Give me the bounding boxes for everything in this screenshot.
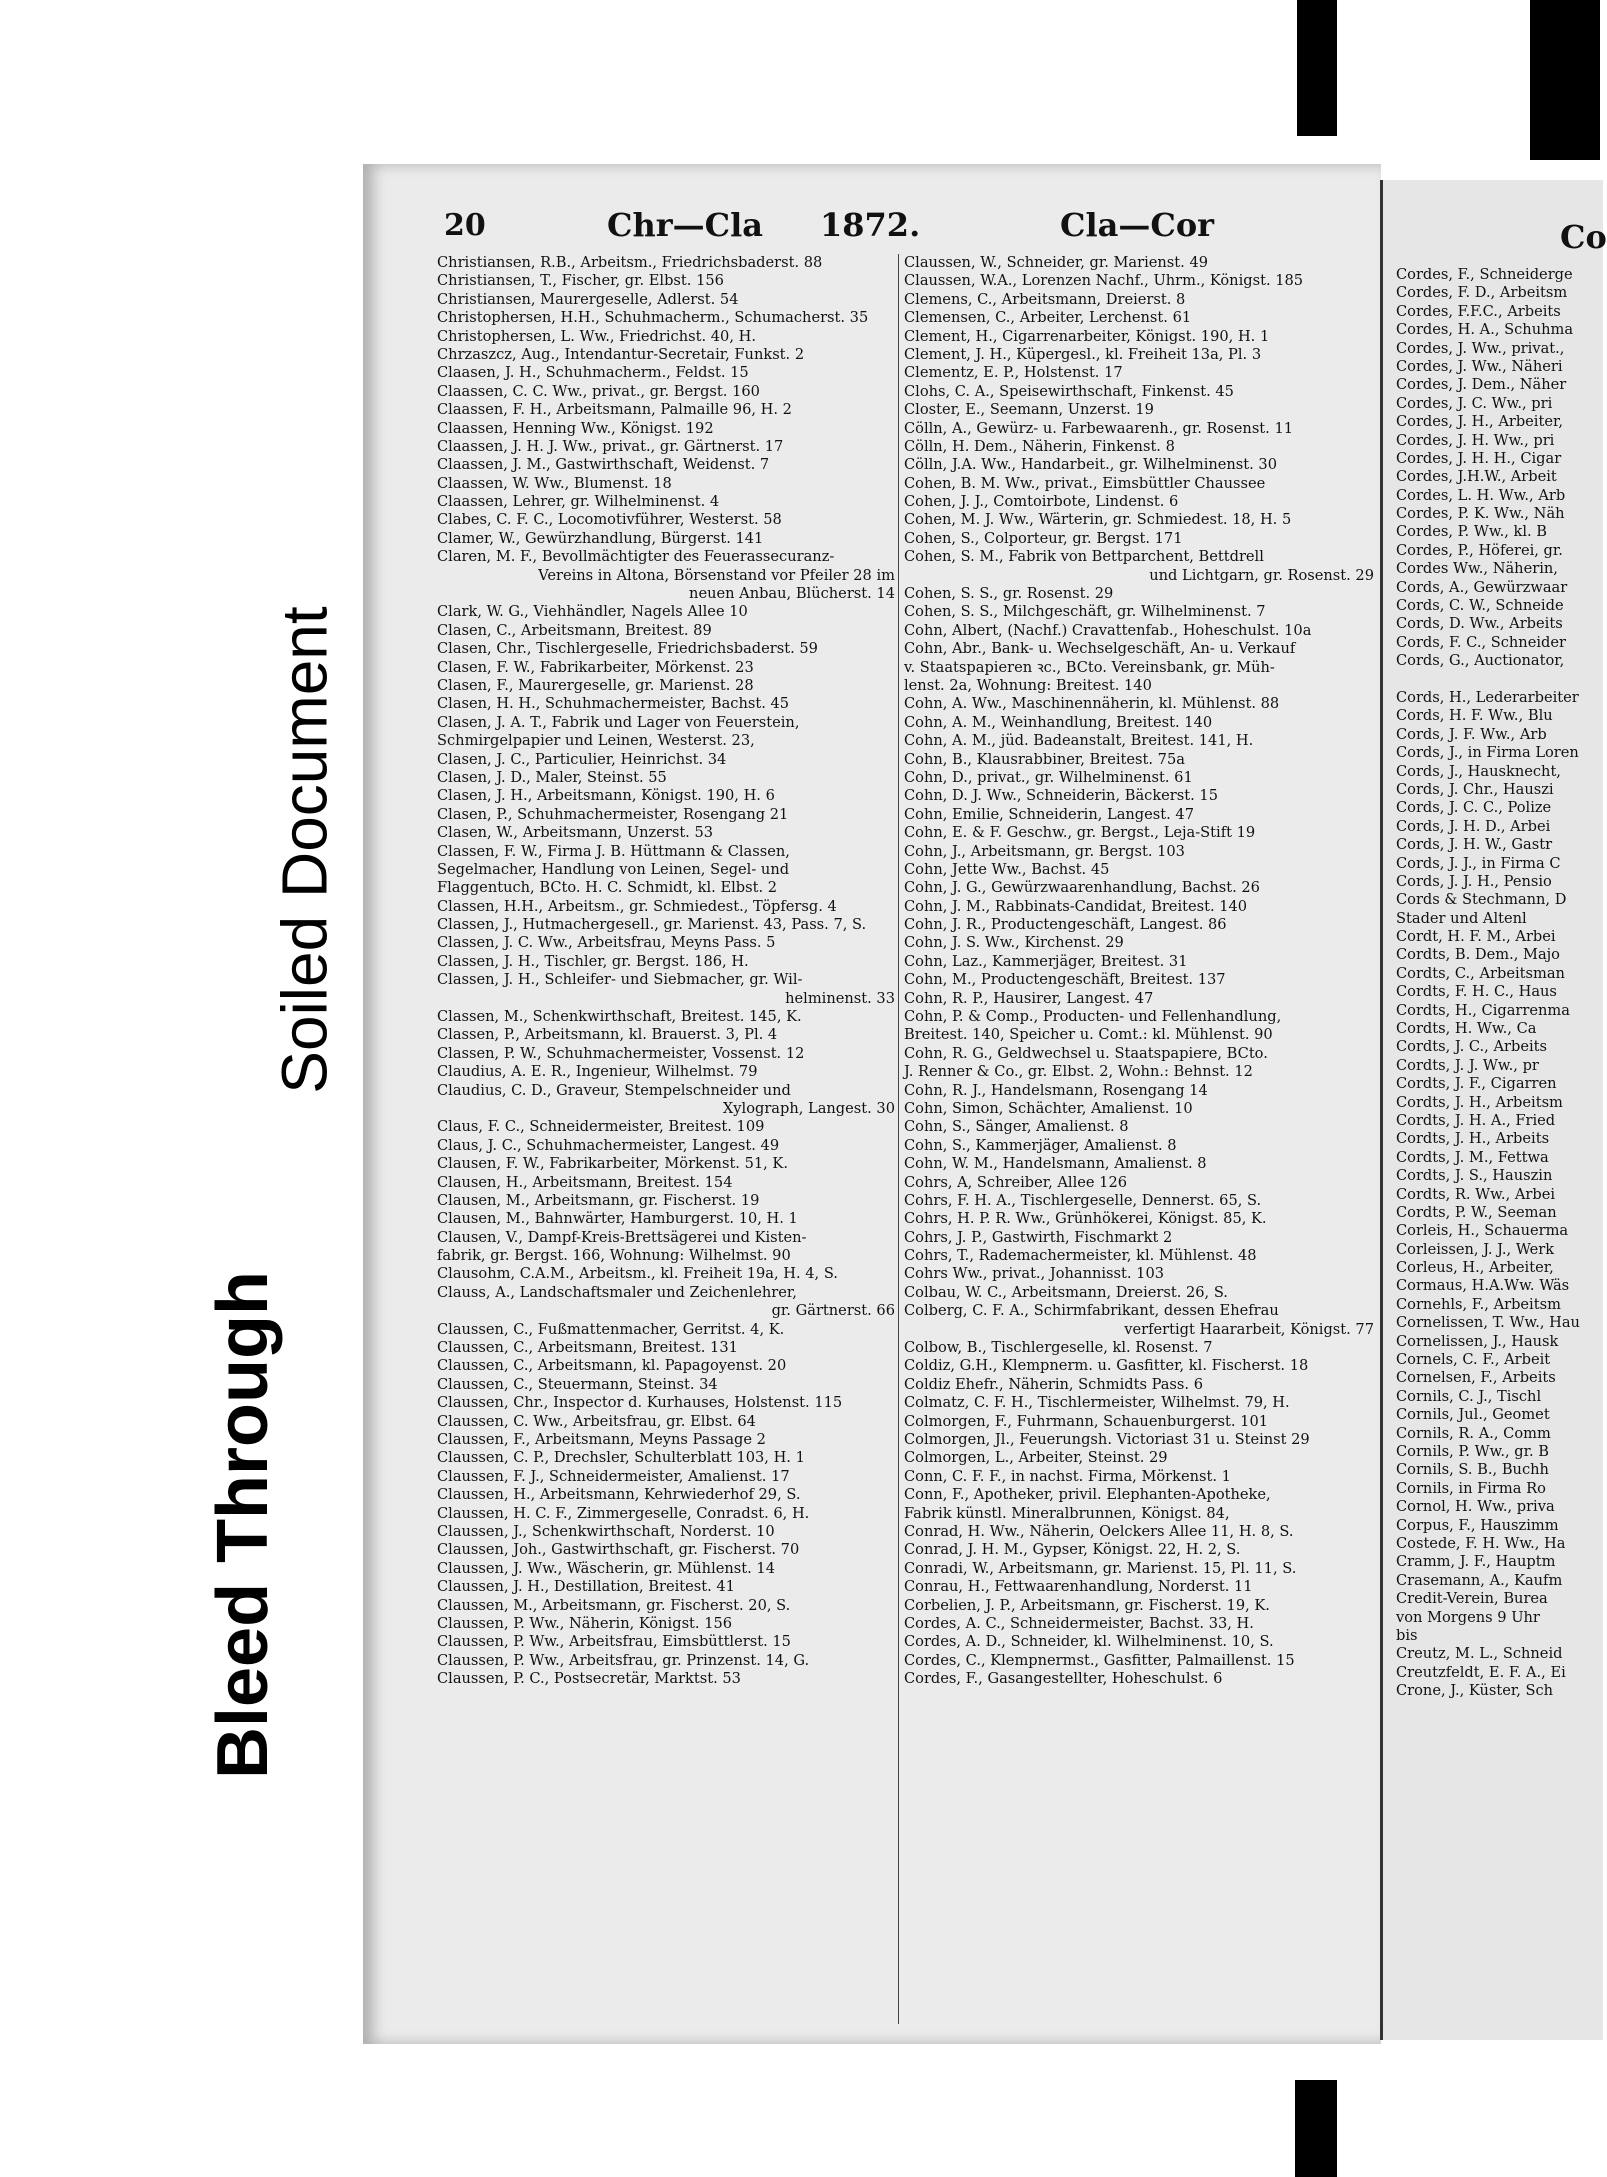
directory-entry: Cornels, C. F., Arbeit [1396,1351,1551,1369]
directory-entry: Cordes, J. H., Arbeiter, [1396,413,1563,431]
directory-entry: Cohen, S., Colporteur, gr. Bergst. 171 [904,529,1183,547]
directory-entry: Cordes, F.F.C., Arbeits [1396,302,1561,320]
directory-entry: bis [1396,1626,1418,1644]
directory-entry: Cordes, A. C., Schneidermeister, Bachst. 33, H. [904,1614,1254,1632]
page-number: 20 [444,208,486,243]
directory-entry: Clasen, J. C., Particulier, Heinrichst. 34 [437,750,727,768]
directory-entry: Corleissen, J. J., Werk [1396,1240,1555,1258]
directory-entry: Claussen, P. C., Postsecretär, Marktst. 53 [437,1670,741,1688]
directory-entry: Claussen, P. Ww., Arbeitsfrau, gr. Prinzenst. 14, G. [437,1651,810,1669]
directory-entry: gr. Gärtnerst. 66 [771,1302,895,1320]
directory-entry: Claassen, C. C. Ww., privat., gr. Bergst. 160 [437,382,760,400]
directory-entry: Cordts, J. C., Arbeits [1396,1038,1547,1056]
directory-entry: Cornelissen, T. Ww., Hau [1396,1314,1580,1332]
directory-entry: Cohn, A. M., Weinhandlung, Breitest. 140 [904,713,1213,731]
directory-entry: Breitest. 140, Speicher u. Comt.: kl. Mühlenst. 90 [904,1026,1273,1044]
directory-entry: Clabes, C. F. C., Locomotivführer, Westerst. 58 [437,511,782,529]
directory-entry: Claussen, P. Ww., Näherin, Königst. 156 [437,1614,733,1632]
directory-entry: Cordes, F., Schneiderge [1396,266,1573,283]
directory-entry: Clasen, F., Maurergeselle, gr. Marienst. 28 [437,676,754,694]
directory-entry: Cords, D. Ww., Arbeits [1396,615,1563,633]
directory-entry: Claussen, P. Ww., Arbeitsfrau, Eimsbüttlerst. 15 [437,1633,791,1651]
directory-entry: Cordes, J. H. H., Cigar [1396,449,1562,467]
directory-entry: Cordes, J. Dem., Näher [1396,376,1567,394]
directory-entry: Creutz, M. L., Schneid [1396,1645,1563,1663]
directory-entry: Cohen, J. J., Comtoirbote, Lindenst. 6 [904,493,1179,511]
directory-entry: Cordts, J. S., Hauszin [1396,1167,1553,1185]
directory-entry: Corleis, H., Schauerma [1396,1222,1569,1240]
directory-entry: Cords, J., Hausknecht, [1396,762,1561,780]
directory-entry: Christophersen, L. Ww., Friedrichst. 40, H. [437,327,756,345]
directory-entry: Classen, M., Schenkwirthschaft, Breitest. 145, K. [437,1008,802,1026]
directory-entry: Cohn, A. Ww., Maschinennäherin, kl. Mühlenst. 88 [904,695,1280,713]
directory-entry: Claussen, J., Schenkwirthschaft, Norderst. 10 [437,1522,775,1540]
directory-entry: Cornils, Jul., Geomet [1396,1406,1550,1424]
directory-entry: Colbau, W. C., Arbeitsmann, Dreierst. 26, S. [904,1283,1228,1301]
directory-entry: Claussen, H. C. F., Zimmergeselle, Conradst. 6, H. [437,1504,810,1522]
directory-entry: Colbow, B., Tischlergeselle, kl. Rosenst. 7 [904,1339,1213,1357]
directory-entry: Cordes, P. K. Ww., Näh [1396,505,1565,523]
directory-entry: Colmatz, C. F. H., Tischlermeister, Wilhelmst. 79, H. [904,1394,1290,1412]
directory-entry: Closter, E., Seemann, Unzerst. 19 [904,401,1154,419]
directory-entry: Cohrs Ww., privat., Johannisst. 103 [904,1265,1165,1283]
directory-entry: Clausen, M., Arbeitsmann, gr. Fischerst. 19 [437,1191,760,1209]
next-page-header: Co [1560,218,1607,256]
directory-entry: Claudius, C. D., Graveur, Stempelschneider und [437,1081,791,1099]
directory-entry: Claassen, Henning Ww., Königst. 192 [437,419,714,437]
directory-entry: Cords, J. J., in Firma C [1396,854,1561,872]
directory-entry: Colmorgen, Jl., Feuerungsh. Victoriast 31 u. Steinst 29 [904,1431,1310,1448]
directory-entry: Cohn, A. M., jüd. Badeanstalt, Breitest. 141, H. [904,732,1254,750]
directory-entry: neuen Anbau, Blücherst. 14 [689,585,895,603]
directory-entry: Cohn, J. R., Productengeschäft, Langest. 86 [904,916,1227,934]
directory-entry: Conn, F., Apotheker, privil. Elephanten-Apotheke, [904,1486,1271,1504]
directory-entry: Clement, J. H., Küpergesl., kl. Freiheit 13a, Pl. 3 [904,345,1262,363]
directory-entry: Cohn, Emilie, Schneiderin, Langest. 47 [904,805,1194,823]
directory-entry: Cordts, J. F., Cigarren [1396,1075,1557,1093]
directory-entry: Claudius, A. E. R., Ingenieur, Wilhelmst. 79 [437,1063,758,1081]
directory-entry: Fabrik künstl. Mineralbrunnen, Königst. 84, [904,1504,1230,1522]
directory-entry: Cohn, P. & Comp., Producten- und Fellenhandlung, [904,1008,1282,1026]
directory-entry: Cords, J. J. H., Pensio [1396,872,1552,890]
directory-entry: Clasen, C., Arbeitsmann, Breitest. 89 [437,621,712,639]
directory-entry: Cohn, J. M., Rabbinats-Candidat, Breitest. 140 [904,897,1248,915]
directory-entry: Clement, H., Cigarrenarbeiter, Königst. 190, H. 1 [904,327,1270,345]
next-page-column [1396,266,1600,1700]
directory-entry: Cohen, S. M., Fabrik von Bettparchent, Bettdrell [904,548,1264,566]
directory-entry: Cordes, J. Ww., Näheri [1396,357,1563,375]
directory-entry: Clamer, W., Gewürzhandlung, Bürgerst. 141 [437,529,764,547]
directory-entry: Cohn, J. G., Gewürzwaarenhandlung, Bachst. 26 [904,879,1260,897]
directory-entry: Cordes, P., Höferei, gr. [1396,541,1563,559]
directory-entry: Cramm, J. F., Hauptm [1396,1553,1556,1571]
directory-entry: Cords, F. C., Schneider [1396,633,1566,651]
left-directory-column [437,254,895,1688]
directory-entry: Cohn, S., Kammerjäger, Amalienst. 8 [904,1136,1177,1154]
archive-bar-bottom [1295,2080,1337,2177]
directory-entry: Clauss, A., Landschaftsmaler und Zeichenlehrer, [437,1283,797,1301]
directory-entry: Chrzaszcz, Aug., Intendantur-Secretair, Funkst. 2 [437,345,805,363]
directory-entry: Conrau, H., Fettwaarenhandlung, Norderst. 11 [904,1578,1253,1596]
directory-entry: Claussen, W., Schneider, gr. Marienst. 49 [904,254,1209,271]
directory-entry: Cordes, F., Gasangestellter, Hoheschulst. 6 [904,1670,1223,1688]
directory-entry: Clasen, Chr., Tischlergeselle, Friedrichsbaderst. 59 [437,640,818,658]
directory-entry: Cornils, R. A., Comm [1396,1424,1551,1442]
directory-entry: Clasen, J. A. T., Fabrik und Lager von Feuerstein, [437,713,800,731]
directory-entry: Claassen, Lehrer, gr. Wilhelminenst. 4 [437,493,720,511]
directory-entry: Cohen, S. S., Milchgeschäft, gr. Wilhelminenst. 7 [904,603,1266,621]
directory-entry: Clausen, M., Bahnwärter, Hamburgerst. 10, H. 1 [437,1210,798,1228]
directory-entry: Cohn, S., Sänger, Amalienst. 8 [904,1118,1129,1136]
directory-entry: Classen, J., Hutmachergesell., gr. Marienst. 43, Pass. 7, S. [437,916,867,934]
directory-entry: Crasemann, A., Kaufm [1396,1571,1563,1589]
directory-entry: Claussen, M., Arbeitsmann, gr. Fischerst. 20, S. [437,1596,791,1614]
directory-entry: Colberg, C. F. A., Schirmfabrikant, dessen Ehefrau [904,1302,1279,1320]
directory-entry: Cornelissen, J., Hausk [1396,1332,1559,1350]
directory-entry: Claussen, J. Ww., Wäscherin, gr. Mühlenst. 14 [437,1559,775,1577]
directory-entry: Claussen, W.A., Lorenzen Nachf., Uhrm., Königst. 185 [904,272,1304,290]
right-alpha-range: Cla—Cor [1060,206,1215,244]
directory-entry: Conradi, W., Arbeitsmann, gr. Marienst. 15, Pl. 11, S. [904,1559,1297,1577]
directory-entry: Cords, J. H. D., Arbei [1396,817,1551,835]
directory-entry: Cordts, F. H. C., Haus [1396,983,1557,1001]
directory-entry: Cordes, A. D., Schneider, kl. Wilhelminenst. 10, S. [904,1633,1274,1651]
directory-entry: Cordts, J. H. A., Fried [1396,1111,1556,1129]
directory-entry: J. Renner & Co., gr. Elbst. 2, Wohn.: Behnst. 12 [904,1063,1253,1081]
directory-entry: Cords, A., Gewürzwaar [1396,578,1568,596]
directory-entry: Cords, J. C. C., Polize [1396,799,1552,817]
directory-entry: Claussen, Joh., Gastwirthschaft, gr. Fischerst. 70 [437,1541,800,1559]
directory-entry: Cohn, D., privat., gr. Wilhelminenst. 61 [904,768,1193,786]
directory-entry: Corbelien, J. P., Arbeitsmann, gr. Fischerst. 19, K. [904,1596,1270,1614]
directory-entry: Cordes, J. H. Ww., pri [1396,431,1555,449]
directory-entry: und Lichtgarn, gr. Rosenst. 29 [1149,566,1374,584]
directory-entry: Coldiz Ehefr., Näherin, Schmidts Pass. 6 [904,1375,1203,1393]
directory-entry: Claussen, C., Arbeitsmann, kl. Papagoyenst. 20 [437,1357,787,1375]
directory-entry: von Morgens 9 Uhr [1396,1608,1540,1626]
directory-entry: Cohen, B. M. Ww., privat., Eimsbüttler Chaussee [904,474,1266,492]
directory-entry: Cords, H. F. Ww., Blu [1396,707,1553,725]
directory-entry: Claus, F. C., Schneidermeister, Breitest. 109 [437,1118,765,1136]
directory-entry: Cords, H., Lederarbeiter [1396,688,1579,706]
directory-entry: Clasen, F. W., Fabrikarbeiter, Mörkenst. 23 [437,658,754,676]
directory-entry: v. Staatspapieren ꝛc., BCto. Vereinsbank, gr. Müh- [904,658,1275,676]
left-alpha-range: Chr—Cla [607,206,763,244]
directory-entry: Cordes, C., Klempnermst., Gasfitter, Palmaillenst. 15 [904,1651,1295,1669]
directory-entry: Claussen, C. Ww., Arbeitsfrau, gr. Elbst. 64 [437,1412,756,1430]
year: 1872. [820,206,921,244]
directory-entry: Clemens, C., Arbeitsmann, Dreierst. 8 [904,290,1186,308]
directory-entry: Cordes Ww., Näherin, [1396,560,1558,578]
directory-entry: Claussen, F., Arbeitsmann, Meyns Passage 2 [437,1431,766,1448]
directory-entry: Cordes, H. A., Schuhma [1396,321,1574,339]
directory-entry: helminenst. 33 [785,989,895,1007]
directory-entry: Cohn, J., Arbeitsmann, gr. Bergst. 103 [904,842,1185,860]
directory-entry: Christiansen, T., Fischer, gr. Elbst. 156 [437,272,724,290]
directory-entry: Clausen, V., Dampf-Kreis-Brettsägerei und Kisten- [437,1228,807,1246]
directory-entry: Cohn, W. M., Handelsmann, Amalienst. 8 [904,1155,1207,1173]
soiled-document-text: Soiled Document [269,606,341,1094]
directory-entry: Creutzfeldt, E. F. A., Ei [1396,1663,1566,1681]
directory-entry: Cohn, Laz., Kammerjäger, Breitest. 31 [904,952,1188,970]
directory-entry: Cordts, R. Ww., Arbei [1396,1185,1556,1203]
directory-entry: Cords, J. F. Ww., Arb [1396,725,1547,743]
directory-entry: Clausohm, C.A.M., Arbeitsm., kl. Freiheit 19a, H. 4, S. [437,1265,838,1283]
directory-entry: Flaggentuch, BCto. H. C. Schmidt, kl. Elbst. 2 [437,879,778,897]
directory-entry: Cordts, H., Cigarrenma [1396,1001,1570,1019]
directory-entry: Cohn, M., Productengeschäft, Breitest. 137 [904,971,1226,989]
bleed-through-label [165,1230,320,1820]
directory-entry: Conn, C. F. F., in nachst. Firma, Mörkenst. 1 [904,1467,1231,1485]
directory-entry: Christiansen, Maurergeselle, Adlerst. 54 [437,290,739,308]
directory-entry: Christophersen, H.H., Schuhmacherm., Schumacherst. 35 [437,309,869,327]
right-directory-column [904,254,1374,1688]
directory-entry: Cords, C. W., Schneide [1396,597,1564,615]
directory-entry: Cordts, J. H., Arbeits [1396,1130,1550,1148]
directory-entry: Claussen, F. J., Schneidermeister, Amalienst. 17 [437,1467,790,1485]
directory-entry: Cormaus, H.A.Ww. Wäs [1396,1277,1570,1295]
directory-entry: Cordts, J. M., Fettwa [1396,1148,1549,1166]
directory-entry: Cohrs, F. H. A., Tischlergeselle, Dennerst. 65, S. [904,1191,1262,1209]
directory-entry: lenst. 2a, Wohnung: Breitest. 140 [904,676,1152,694]
directory-entry: Clasen, H. H., Schuhmachermeister, Bachst. 45 [437,695,790,713]
soiled-document-label [250,570,360,1130]
directory-entry [1396,671,1600,689]
directory-entry: Cords, G., Auctionator, [1396,652,1565,670]
directory-entry: Cornils, P. Ww., gr. B [1396,1443,1549,1460]
directory-entry: Cordes, J. C. Ww., pri [1396,394,1553,412]
directory-entry: Xylograph, Langest. 30 [722,1099,895,1117]
directory-entry: Clasen, P., Schuhmachermeister, Rosengang 21 [437,805,789,823]
directory-entry: Cordts, J. H., Arbeitsm [1396,1093,1563,1111]
directory-entry: Cohn, D. J. Ww., Schneiderin, Bäckerst. 15 [904,787,1218,805]
directory-entry: Schmirgelpapier und Leinen, Westerst. 23, [437,732,755,750]
directory-entry: Conrad, J. H. M., Gypser, Königst. 22, H. 2, S. [904,1541,1241,1559]
directory-entry: Cohrs, H. P. R. Ww., Grünhökerei, Königst. 85, K. [904,1210,1267,1228]
directory-entry: Claus, J. C., Schuhmachermeister, Langest. 49 [437,1136,780,1154]
directory-entry: Cohrs, J. P., Gastwirth, Fischmarkt 2 [904,1228,1173,1246]
directory-entry: Clausen, H., Arbeitsmann, Breitest. 154 [437,1173,733,1191]
directory-entry: Claassen, J. H. J. Ww., privat., gr. Gärtnerst. 17 [437,437,784,455]
directory-entry: Claassen, J. M., Gastwirthschaft, Weidenst. 7 [437,456,770,474]
directory-entry: Cornils, C. J., Tischl [1396,1387,1542,1405]
directory-entry: Cornehls, F., Arbeitsm [1396,1295,1561,1313]
directory-entry: Cordts, P. W., Seeman [1396,1203,1557,1221]
directory-entry: Claassen, W. Ww., Blumenst. 18 [437,474,672,492]
directory-entry: Vereins in Altona, Börsenstand vor Pfeiler 28 im [538,566,895,584]
directory-entry: Claussen, H., Arbeitsmann, Kehrwiederhof 29, S. [437,1486,801,1504]
directory-entry: Cords, J. Chr., Hauszi [1396,780,1554,798]
directory-entry: Corpus, F., Hauszimm [1396,1516,1559,1534]
directory-entry: Coldiz, G.H., Klempnerm. u. Gasfitter, kl. Fischerst. 18 [904,1357,1309,1375]
directory-entry: Clementz, E. P., Holstenst. 17 [904,364,1123,382]
directory-entry: Colmorgen, F., Fuhrmann, Schauenburgerst. 101 [904,1412,1269,1430]
directory-entry: Colmorgen, L., Arbeiter, Steinst. 29 [904,1449,1168,1467]
directory-entry: Cohn, R. P., Hausirer, Langest. 47 [904,989,1154,1007]
archive-bar-right-top [1530,0,1600,160]
directory-entry: Classen, J. H., Tischler, gr. Bergst. 186, H. [437,952,749,970]
directory-entry: Cohn, Jette Ww., Bachst. 45 [904,860,1110,878]
directory-entry: Corleus, H., Arbeiter, [1396,1259,1554,1277]
directory-entry: Cölln, J.A. Ww., Handarbeit., gr. Wilhelminenst. 30 [904,456,1278,474]
directory-entry: Claassen, F. H., Arbeitsmann, Palmaille 96, H. 2 [437,401,792,419]
directory-entry: verfertigt Haararbeit, Königst. 77 [1124,1320,1374,1338]
directory-entry: Cordes, F. D., Arbeitsm [1396,284,1568,302]
directory-entry: Segelmacher, Handlung von Leinen, Segel- und [437,860,790,878]
directory-entry: Cornils, S. B., Buchh [1396,1461,1549,1479]
directory-entry: Crone, J., Küster, Sch [1396,1682,1554,1700]
directory-entry: Cordts, C., Arbeitsman [1396,964,1565,982]
directory-entry: Cordts, B. Dem., Majo [1396,946,1560,964]
directory-entry: Classen, P., Arbeitsmann, kl. Brauerst. 3, Pl. 4 [437,1026,778,1044]
directory-entry: Cohn, Abr., Bank- u. Wechselgeschäft, An- u. Verkauf [904,640,1296,658]
directory-entry: Claussen, Chr., Inspector d. Kurhauses, Holstenst. 115 [437,1394,843,1412]
directory-entry: Cordes, J.H.W., Arbeit [1396,468,1557,486]
directory-entry: fabrik, gr. Bergst. 166, Wohnung: Wilhelmst. 90 [437,1247,791,1265]
directory-entry: Cordes, L. H. Ww., Arb [1396,486,1566,504]
directory-entry: Cohn, Simon, Schächter, Amalienst. 10 [904,1099,1193,1117]
directory-entry: Classen, J. C. Ww., Arbeitsfrau, Meyns Pass. 5 [437,934,776,952]
directory-entry: Classen, P. W., Schuhmachermeister, Vossenst. 12 [437,1044,805,1062]
directory-entry: Cohn, Albert, (Nachf.) Cravattenfab., Hoheschulst. 10a [904,621,1312,639]
directory-entry: Cordes, P. Ww., kl. B [1396,523,1548,541]
directory-entry: Classen, J. H., Schleifer- und Siebmacher, gr. Wil- [437,971,803,989]
directory-entry: Cordt, H. F. M., Arbei [1396,928,1556,946]
directory-entry: Cordts, H. Ww., Ca [1396,1020,1537,1038]
directory-entry: Claussen, C., Fußmattenmacher, Gerritst. 4, K. [437,1320,785,1338]
directory-entry: Claussen, C., Arbeitsmann, Breitest. 131 [437,1339,738,1357]
directory-entry: Clasen, J. D., Maler, Steinst. 55 [437,768,667,786]
directory-entry: Credit-Verein, Burea [1396,1590,1548,1608]
directory-entry: Cohn, R. J., Handelsmann, Rosengang 14 [904,1081,1208,1099]
directory-entry: Cords, J., in Firma Loren [1396,744,1579,762]
directory-entry: Claussen, C. P., Drechsler, Schulterblatt 103, H. 1 [437,1449,805,1467]
column-divider [898,254,899,2024]
bleed-through-text: Bleed Through [202,1271,283,1779]
directory-entry: Cohn, E. & F. Geschw., gr. Bergst., Leja-Stift 19 [904,824,1256,842]
directory-entry: Cords & Stechmann, D [1396,891,1567,909]
directory-entry: Claren, M. F., Bevollmächtigter des Feuerassecuranz- [437,548,835,566]
directory-entry: Clemensen, C., Arbeiter, Lerchenst. 61 [904,309,1192,327]
directory-entry: Clark, W. G., Viehhändler, Nagels Allee 10 [437,603,748,621]
directory-entry: Cohen, M. J. Ww., Wärterin, gr. Schmiedest. 18, H. 5 [904,511,1292,529]
archive-bar-top [1297,0,1337,136]
directory-entry: Clohs, C. A., Speisewirthschaft, Finkenst. 45 [904,382,1234,400]
directory-entry: Cornelsen, F., Arbeits [1396,1369,1556,1387]
directory-entry: Conrad, H. Ww., Näherin, Oelckers Allee 11, H. 8, S. [904,1522,1294,1540]
directory-entry: Cohn, J. S. Ww., Kirchenst. 29 [904,934,1124,952]
directory-entry: Christiansen, R.B., Arbeitsm., Friedrichsbaderst. 88 [437,254,823,271]
directory-entry: Cohn, R. G., Geldwechsel u. Staatspapiere, BCto. [904,1044,1268,1062]
directory-entry: Cornils, in Firma Ro [1396,1479,1546,1497]
directory-entry: Cordts, J. J. Ww., pr [1396,1056,1539,1074]
directory-entry: Clasen, W., Arbeitsmann, Unzerst. 53 [437,824,714,842]
directory-entry: Classen, F. W., Firma J. B. Hüttmann & Classen, [437,842,790,860]
directory-entry: Claasen, J. H., Schuhmacherm., Feldst. 15 [437,364,749,382]
directory-entry: Stader und Altenl [1396,909,1527,927]
directory-entry: Cohen, S. S., gr. Rosenst. 29 [904,585,1114,603]
directory-entry: Cohrs, T., Rademachermeister, kl. Mühlenst. 48 [904,1247,1257,1265]
directory-entry: Cordes, J. Ww., privat., [1396,339,1565,357]
directory-entry: Cölln, A., Gewürz- u. Farbewaarenh., gr. Rosenst. 11 [904,419,1294,437]
directory-entry: Costede, F. H. Ww., Ha [1396,1534,1566,1552]
directory-entry: Cords, J. H. W., Gastr [1396,836,1553,854]
directory-entry: Cölln, H. Dem., Näherin, Finkenst. 8 [904,437,1175,455]
directory-entry: Claussen, C., Steuermann, Steinst. 34 [437,1375,718,1393]
directory-entry: Cohrs, A, Schreiber, Allee 126 [904,1173,1128,1191]
directory-entry: Cornol, H. Ww., priva [1396,1498,1555,1516]
directory-entry: Cohn, B., Klausrabbiner, Breitest. 75a [904,750,1185,768]
directory-entry: Clausen, F. W., Fabrikarbeiter, Mörkenst. 51, K. [437,1155,788,1173]
directory-entry: Classen, H.H., Arbeitsm., gr. Schmiedest., Töpfersg. 4 [437,897,837,915]
directory-entry: Claussen, J. H., Destillation, Breitest. 41 [437,1578,735,1596]
directory-entry: Clasen, J. H., Arbeitsmann, Königst. 190, H. 6 [437,787,775,805]
